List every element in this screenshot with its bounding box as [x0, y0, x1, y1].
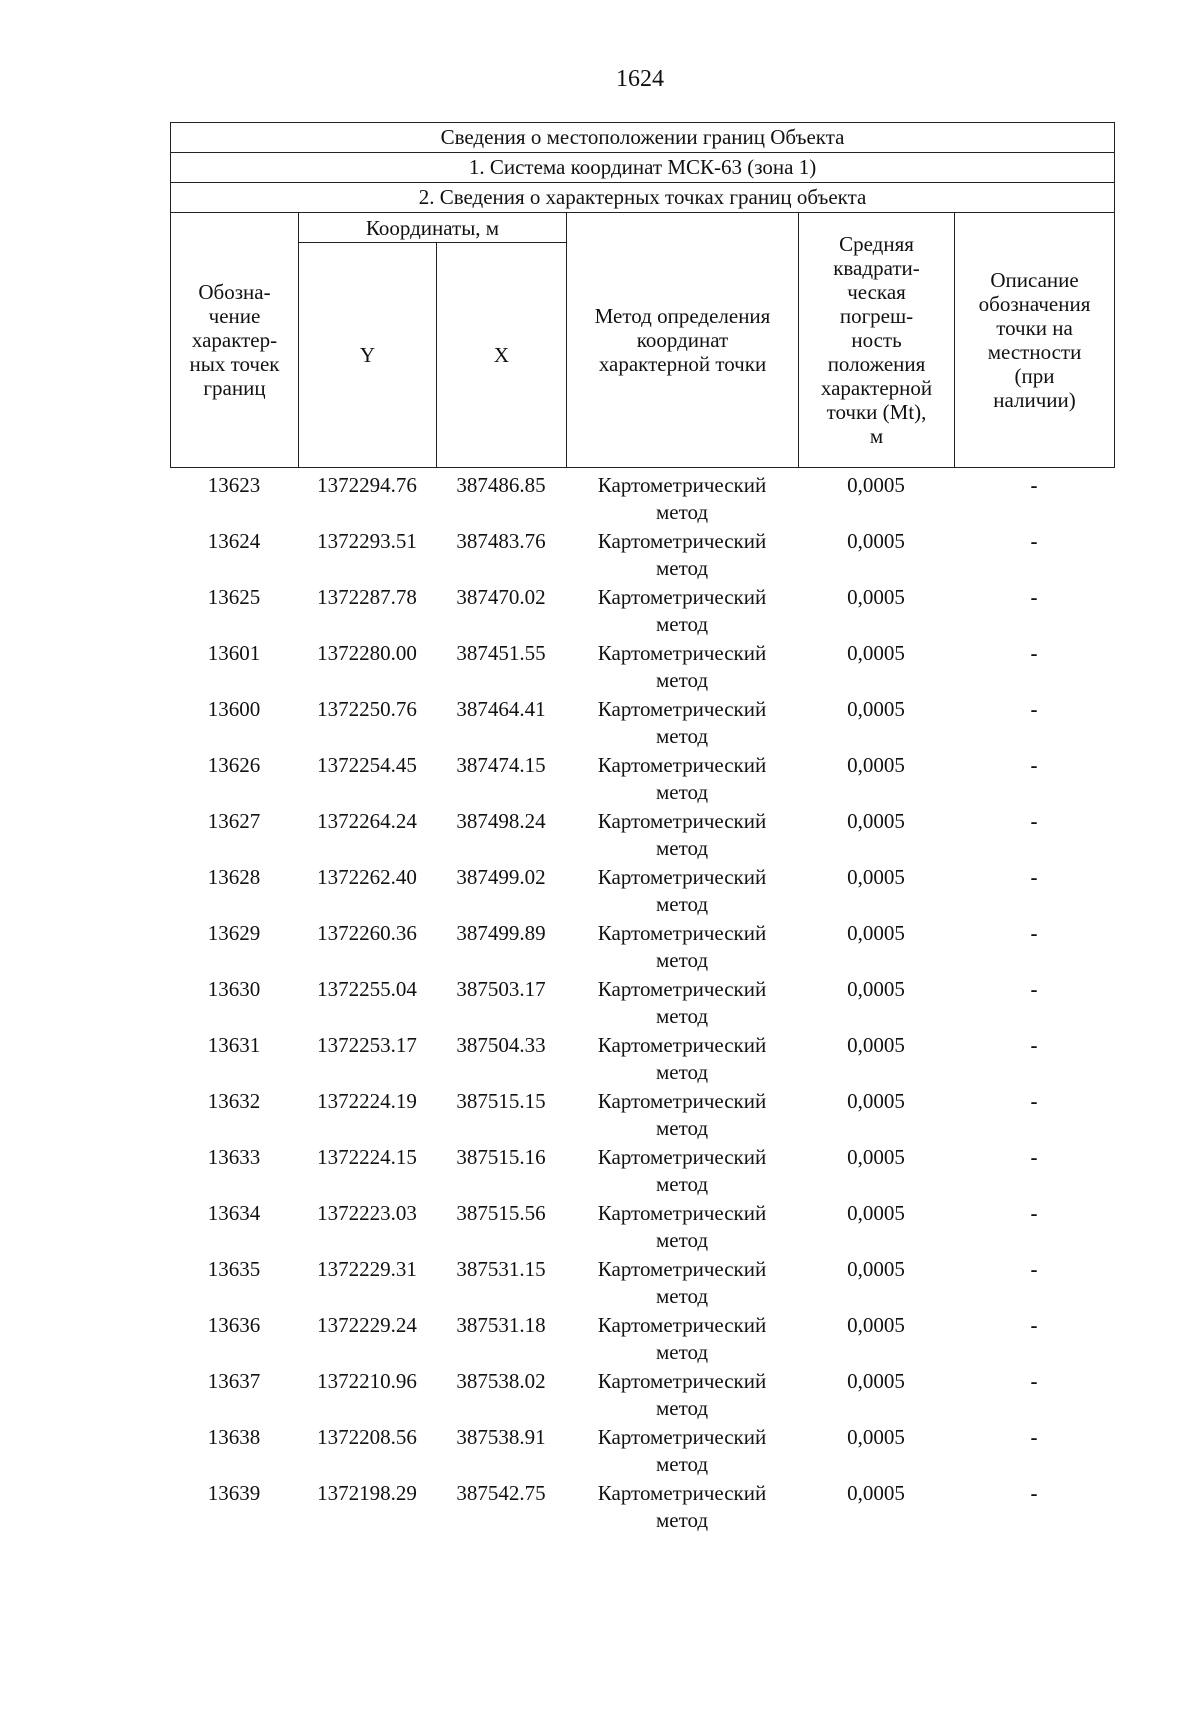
table-body	[170, 472, 1114, 1536]
coord-y: 1372280.00	[317, 641, 417, 665]
method: Картометрический метод	[597, 529, 767, 580]
coord-y: 1372254.45	[317, 753, 417, 777]
error-mt: 0,0005	[847, 1145, 905, 1169]
point-id: 13629	[207, 921, 261, 945]
point-id: 13626	[207, 753, 261, 777]
coord-x: 387483.76	[456, 529, 546, 553]
table-row	[170, 1144, 1114, 1200]
method: Картометрический метод	[597, 697, 767, 748]
table-row	[170, 1368, 1114, 1424]
point-id: 13632	[207, 1089, 261, 1113]
section-title: 2. Сведения о характерных точках границ объекта	[171, 183, 1115, 213]
coord-x: 387498.24	[456, 809, 546, 833]
method: Картометрический метод	[597, 641, 767, 692]
coord-y: 1372198.29	[317, 1481, 417, 1505]
table-row	[170, 1424, 1114, 1480]
error-mt: 0,0005	[847, 697, 905, 721]
description: -	[1030, 585, 1038, 609]
table-row	[170, 976, 1114, 1032]
method: Картометрический метод	[597, 473, 767, 524]
point-id: 13627	[207, 809, 261, 833]
description: -	[1030, 977, 1038, 1001]
description: -	[1030, 1425, 1038, 1449]
description: -	[1030, 1313, 1038, 1337]
coord-y: 1372250.76	[317, 697, 417, 721]
description: -	[1030, 1145, 1038, 1169]
coord-y: 1372208.56	[317, 1425, 417, 1449]
table-row	[170, 1088, 1114, 1144]
description: -	[1030, 921, 1038, 945]
col-error: Средняя квадрати- ческая погреш- ность положения характерной точки (Mt), м	[799, 213, 955, 468]
point-id: 13624	[207, 529, 261, 553]
coord-x: 387499.02	[456, 865, 546, 889]
table-row	[170, 1200, 1114, 1256]
table-row	[170, 808, 1114, 864]
point-id: 13634	[207, 1201, 261, 1225]
coord-x: 387538.02	[456, 1369, 546, 1393]
error-mt: 0,0005	[847, 865, 905, 889]
table-row	[170, 1312, 1114, 1368]
error-mt: 0,0005	[847, 1089, 905, 1113]
error-mt: 0,0005	[847, 921, 905, 945]
coord-y: 1372223.03	[317, 1201, 417, 1225]
coord-x: 387538.91	[456, 1425, 546, 1449]
error-mt: 0,0005	[847, 1425, 905, 1449]
col-x: X	[437, 243, 567, 468]
method: Картометрический метод	[597, 865, 767, 916]
error-mt: 0,0005	[847, 1257, 905, 1281]
coord-y: 1372253.17	[317, 1033, 417, 1057]
point-id: 13631	[207, 1033, 261, 1057]
error-mt: 0,0005	[847, 1369, 905, 1393]
coord-x: 387503.17	[456, 977, 546, 1001]
col-y: Y	[299, 243, 437, 468]
coord-y: 1372260.36	[317, 921, 417, 945]
page-number: 1624	[616, 66, 664, 92]
method: Картометрический метод	[597, 1201, 767, 1252]
coord-x: 387542.75	[456, 1481, 546, 1505]
point-id: 13628	[207, 865, 261, 889]
error-mt: 0,0005	[847, 1201, 905, 1225]
error-mt: 0,0005	[847, 1033, 905, 1057]
point-id: 13639	[207, 1481, 261, 1505]
coord-x: 387474.15	[456, 753, 546, 777]
point-id: 13601	[207, 641, 261, 665]
error-mt: 0,0005	[847, 641, 905, 665]
coord-x: 387464.41	[456, 697, 546, 721]
coord-x: 387515.16	[456, 1145, 546, 1169]
error-mt: 0,0005	[847, 585, 905, 609]
error-mt: 0,0005	[847, 1313, 905, 1337]
method: Картометрический метод	[597, 1145, 767, 1196]
coord-x: 387451.55	[456, 641, 546, 665]
coord-y: 1372229.31	[317, 1257, 417, 1281]
method: Картометрический метод	[597, 809, 767, 860]
method: Картометрический метод	[597, 1089, 767, 1140]
point-id: 13638	[207, 1425, 261, 1449]
table-row	[170, 920, 1114, 976]
coord-x: 387531.15	[456, 1257, 546, 1281]
coord-y: 1372294.76	[317, 473, 417, 497]
point-id: 13637	[207, 1369, 261, 1393]
coord-x: 387486.85	[456, 473, 546, 497]
method: Картометрический метод	[597, 1033, 767, 1084]
point-id: 13633	[207, 1145, 261, 1169]
description: -	[1030, 753, 1038, 777]
table-row	[170, 528, 1114, 584]
error-mt: 0,0005	[847, 1481, 905, 1505]
col-coordinates: Координаты, м	[299, 213, 567, 243]
method: Картометрический метод	[597, 753, 767, 804]
coord-y: 1372264.24	[317, 809, 417, 833]
method: Картометрический метод	[597, 1369, 767, 1420]
table-row	[170, 752, 1114, 808]
method: Картометрический метод	[597, 585, 767, 636]
table-row	[170, 864, 1114, 920]
coord-y: 1372210.96	[317, 1369, 417, 1393]
method: Картометрический метод	[597, 921, 767, 972]
coord-y: 1372224.19	[317, 1089, 417, 1113]
error-mt: 0,0005	[847, 977, 905, 1001]
point-id: 13625	[207, 585, 261, 609]
coord-x: 387499.89	[456, 921, 546, 945]
error-mt: 0,0005	[847, 809, 905, 833]
description: -	[1030, 473, 1038, 497]
coord-y: 1372224.15	[317, 1145, 417, 1169]
table-row	[170, 472, 1114, 528]
coord-x: 387515.15	[456, 1089, 546, 1113]
coord-x: 387515.56	[456, 1201, 546, 1225]
table-row	[170, 1256, 1114, 1312]
description: -	[1030, 865, 1038, 889]
description: -	[1030, 529, 1038, 553]
coordinate-system: 1. Система координат МСК-63 (зона 1)	[171, 153, 1115, 183]
table-header	[170, 122, 1115, 468]
coord-y: 1372229.24	[317, 1313, 417, 1337]
coord-y: 1372262.40	[317, 865, 417, 889]
error-mt: 0,0005	[847, 529, 905, 553]
col-designation: Обозна- чение характер- ных точек границ	[171, 213, 299, 468]
table-row	[170, 696, 1114, 752]
coord-y: 1372287.78	[317, 585, 417, 609]
method: Картометрический метод	[597, 1257, 767, 1308]
description: -	[1030, 641, 1038, 665]
description: -	[1030, 1201, 1038, 1225]
col-description: Описание обозначения точки на местности (при наличии)	[955, 213, 1115, 468]
method: Картометрический метод	[597, 1425, 767, 1476]
description: -	[1030, 1481, 1038, 1505]
description: -	[1030, 1089, 1038, 1113]
description: -	[1030, 1257, 1038, 1281]
coord-x: 387531.18	[456, 1313, 546, 1337]
table-row	[170, 640, 1114, 696]
point-id: 13600	[207, 697, 261, 721]
point-id: 13635	[207, 1257, 261, 1281]
description: -	[1030, 697, 1038, 721]
description: -	[1030, 1033, 1038, 1057]
point-id: 13623	[207, 473, 261, 497]
coord-x: 387504.33	[456, 1033, 546, 1057]
table-row	[170, 1480, 1114, 1536]
coord-y: 1372293.51	[317, 529, 417, 553]
table-row	[170, 584, 1114, 640]
table-title: Сведения о местоположении границ Объекта	[171, 123, 1115, 153]
error-mt: 0,0005	[847, 753, 905, 777]
coord-y: 1372255.04	[317, 977, 417, 1001]
error-mt: 0,0005	[847, 473, 905, 497]
description: -	[1030, 809, 1038, 833]
description: -	[1030, 1369, 1038, 1393]
method: Картометрический метод	[597, 1313, 767, 1364]
point-id: 13636	[207, 1313, 261, 1337]
method: Картометрический метод	[597, 977, 767, 1028]
table-row	[170, 1032, 1114, 1088]
col-method: Метод определения координат характерной точки	[567, 213, 799, 468]
point-id: 13630	[207, 977, 261, 1001]
coord-x: 387470.02	[456, 585, 546, 609]
method: Картометрический метод	[597, 1481, 767, 1532]
